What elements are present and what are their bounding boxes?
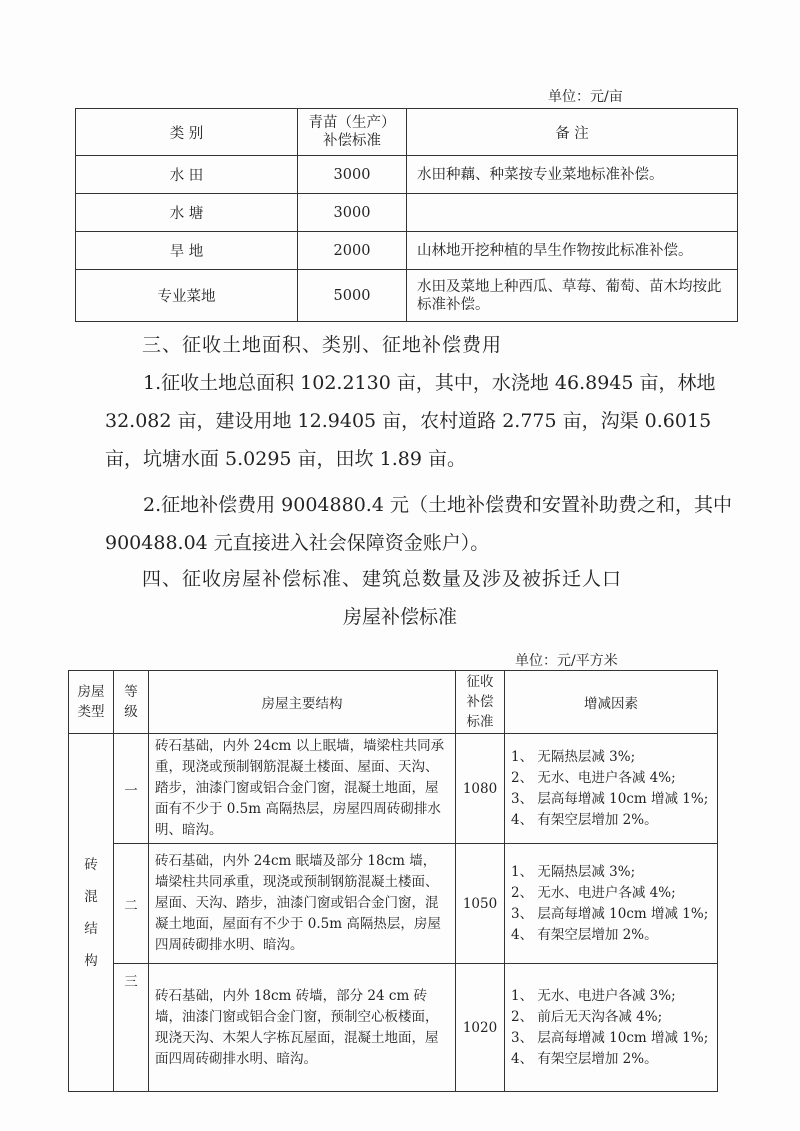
factor: 3、 层高每增减 10cm 增减 1%; (511, 790, 709, 807)
cell-type: 旱 地 (76, 232, 298, 270)
factor: 1、 无水、电进户各减 3%; (511, 987, 676, 1004)
cell-grade: 二 (114, 844, 149, 964)
header-standard: 征收补偿标准 (456, 671, 505, 734)
cell-note: 山林地开挖种植的旱生作物按此标准补偿。 (407, 232, 738, 270)
header-note: 备 注 (407, 109, 738, 156)
factor: 2、 前后无天沟各减 4%; (511, 1008, 663, 1025)
factor: 3、 层高每增减 10cm 增减 1%; (511, 1029, 709, 1046)
cell-type: 水 塘 (76, 194, 298, 232)
section4-heading: 四、征收房屋补偿标准、建筑总数量及涉及被拆迁人口 (142, 568, 623, 590)
cell-factors (505, 964, 718, 1092)
header-standard-line2: 补偿标准 (323, 133, 381, 149)
section4-subtitle: 房屋补偿标准 (342, 606, 457, 628)
cell-factors (505, 844, 718, 964)
cell-type: 水 田 (76, 156, 298, 194)
table1-unit: 单位：元/亩 (548, 89, 623, 105)
cell-structure: 砖石基础，内外 18cm 砖墙，部分 24 cm 砖墙，油漆门窗或铝合金门窗，预制空心板楼面，现浇天沟、木架人字栋瓦屋面，混凝土地面，屋面四周砖砌排水明、暗沟。 (149, 964, 456, 1092)
cell-grade: 三 (114, 964, 149, 1092)
header-factors: 增减因素 (505, 671, 718, 734)
table-row (76, 270, 738, 322)
cell-value: 5000 (298, 270, 407, 322)
cell-value: 1080 (456, 734, 505, 844)
cell-grade: 一 (114, 734, 149, 844)
header-grade: 等级 (114, 671, 149, 734)
table-row (69, 844, 718, 964)
table-row (69, 964, 718, 1092)
factor: 2、 无水、电进户各减 4%; (511, 884, 676, 901)
house-compensation-table (68, 670, 718, 1092)
header-standard (298, 109, 407, 156)
factor: 4、 有架空层增加 2%。 (511, 926, 658, 943)
section3-paragraph2: 2.征地补偿费用 9004880.4 元（土地补偿费和安置补助费之和，其中 900488.04 元直接进入社会保障资金账户）。 (105, 494, 732, 554)
cell-value: 1020 (456, 964, 505, 1092)
crop-compensation-table (75, 108, 738, 322)
factor: 4、 有架空层增加 2%。 (511, 811, 658, 828)
cell-type: 专业菜地 (76, 270, 298, 322)
cell-note (407, 194, 738, 232)
table-row (69, 734, 718, 844)
cell-note: 水田及菜地上种西瓜、草莓、葡萄、苗木均按此标准补偿。 (407, 270, 738, 322)
cell-structure: 砖石基础，内外 24cm 眠墙及部分 18cm 墙，墙梁柱共同承重，现浇或预制钢筋混凝土楼面、屋面、天沟、踏步，油漆门窗或铝合金门窗，混凝土地面，屋面有不少于 0.5m 高隔热层，房屋四周砖砌排水明、暗沟。 (149, 844, 456, 964)
table-row (76, 232, 738, 270)
table2-unit: 单位：元/平方米 (515, 653, 618, 669)
cell-house-type: 砖混结构 (69, 734, 114, 1092)
table-row (76, 194, 738, 232)
factor: 1、 无隔热层减 3%; (511, 748, 636, 765)
cell-factors (505, 734, 718, 844)
cell-value: 1050 (456, 844, 505, 964)
factor: 1、 无隔热层减 3%; (511, 863, 636, 880)
cell-value: 2000 (298, 232, 407, 270)
section3-heading: 三、征收土地面积、类别、征地补偿费用 (142, 334, 503, 356)
header-house-type: 房屋类型 (69, 671, 114, 734)
cell-note: 水田种藕、种菜按专业菜地标准补偿。 (407, 156, 738, 194)
header-structure: 房屋主要结构 (149, 671, 456, 734)
factor: 3、 层高每增减 10cm 增减 1%; (511, 905, 709, 922)
header-type: 类 别 (76, 109, 298, 156)
header-standard-line1: 青苗（生产） (308, 115, 396, 131)
factor: 2、 无水、电进户各减 4%; (511, 769, 676, 786)
cell-value: 3000 (298, 156, 407, 194)
cell-value: 3000 (298, 194, 407, 232)
cell-structure: 砖石基础，内外 24cm 以上眠墙，墙梁柱共同承重，现浇或预制钢筋混凝土楼面、屋面、天沟、踏步，油漆门窗或铝合金门窗，混凝土地面，屋面有不少于 0.5m 高隔热层，房屋四周砖砌排水明、暗沟。 (149, 734, 456, 844)
table-row (76, 156, 738, 194)
section3-paragraph1: 1.征收土地总面积 102.2130 亩，其中，水浇地 46.8945 亩，林地 32.082 亩，建设用地 12.9405 亩，农村道路 2.775 亩，沟渠 0.6015 亩，坑塘水面 5.0295 亩，田坎 1.89 亩。 (105, 372, 716, 470)
factor: 4、 有架空层增加 2%。 (511, 1050, 658, 1067)
